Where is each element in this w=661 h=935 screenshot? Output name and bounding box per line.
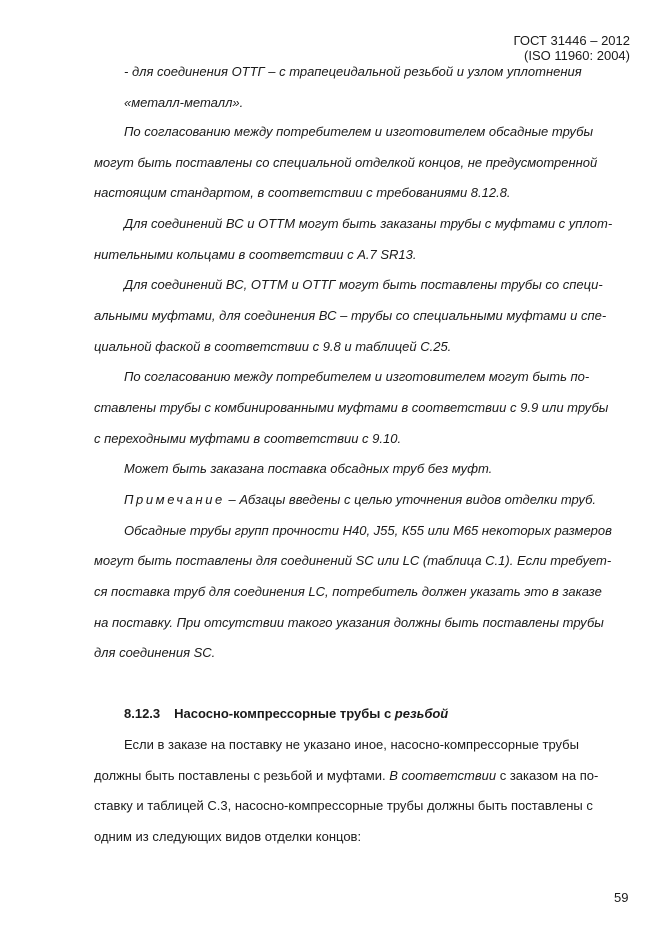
- page-number: 59: [614, 890, 629, 905]
- section-title: Насосно-компрессорные трубы с: [174, 706, 395, 721]
- text-line: с переходными муфтами в соответствии с 9.10.: [94, 431, 402, 446]
- note-text: – Абзацы введены с целью уточнения видов отделки труб.: [224, 492, 597, 507]
- section-number: 8.12.3: [124, 706, 161, 721]
- section-line-part: с заказом на по-: [496, 768, 599, 783]
- text-line: - для соединения ОТТГ – с трапецеидальной резьбой и узлом уплотнения: [124, 64, 582, 79]
- note-line: ся поставка труб для соединения LC, потребитель должен указать это в заказе: [94, 584, 602, 599]
- text-line: альными муфтами, для соединения ВС – трубы со специальными муфтами и спе-: [94, 308, 607, 323]
- section-line-part: должны быть поставлены с резьбой и муфтами.: [94, 768, 390, 783]
- note-line: для соединения SC.: [94, 645, 216, 660]
- section-line: [94, 768, 598, 784]
- text-line: циальной фаской в соответствии с 9.8 и таблицей С.25.: [94, 339, 452, 354]
- text-line: По согласованию между потребителем и изготовителем обсадные трубы: [124, 124, 594, 139]
- text-line: нительными кольцами в соответствии с А.7 SR13.: [94, 247, 417, 262]
- text-line: «металл-металл».: [124, 95, 244, 110]
- note-label: Примечание: [124, 492, 225, 507]
- text-line: Для соединений ВС и ОТТМ могут быть заказаны трубы с муфтами с уплот-: [124, 216, 613, 231]
- note-line: [124, 492, 596, 508]
- section-heading: [124, 706, 448, 722]
- text-line: ставлены трубы с комбинированными муфтами в соответствии с 9.9 или трубы: [94, 400, 609, 415]
- iso-reference: (ISO 11960: 2004): [524, 48, 630, 63]
- text-line: Для соединений ВС, ОТТМ и ОТТГ могут быть поставлены трубы со специ-: [124, 277, 603, 292]
- text-line: настоящим стандартом, в соответствии с требованиями 8.12.8.: [94, 185, 511, 200]
- note-line: могут быть поставлены для соединений SC или LC (таблица С.1). Если требует-: [94, 553, 612, 568]
- text-line: Может быть заказана поставка обсадных труб без муфт.: [124, 461, 493, 476]
- note-line: Обсадные трубы групп прочности Н40, J55, К55 или М65 некоторых размеров: [124, 523, 612, 538]
- text-line: По согласованию между потребителем и изготовителем могут быть по-: [124, 369, 590, 384]
- section-line: одним из следующих видов отделки концов:: [94, 829, 362, 844]
- section-line: ставку и таблицей С.3, насосно-компрессорные трубы должны быть поставлены с: [94, 798, 593, 813]
- section-line: Если в заказе на поставку не указано иное, насосно-компрессорные трубы: [124, 737, 579, 752]
- note-line: на поставку. При отсутствии такого указания должны быть поставлены трубы: [94, 615, 604, 630]
- section-line-part-italic: В соответствии: [389, 768, 497, 783]
- section-title-italic: резьбой: [394, 706, 449, 721]
- text-line: могут быть поставлены со специальной отделкой концов, не предусмотренной: [94, 155, 598, 170]
- standard-number: ГОСТ 31446 – 2012: [513, 33, 630, 48]
